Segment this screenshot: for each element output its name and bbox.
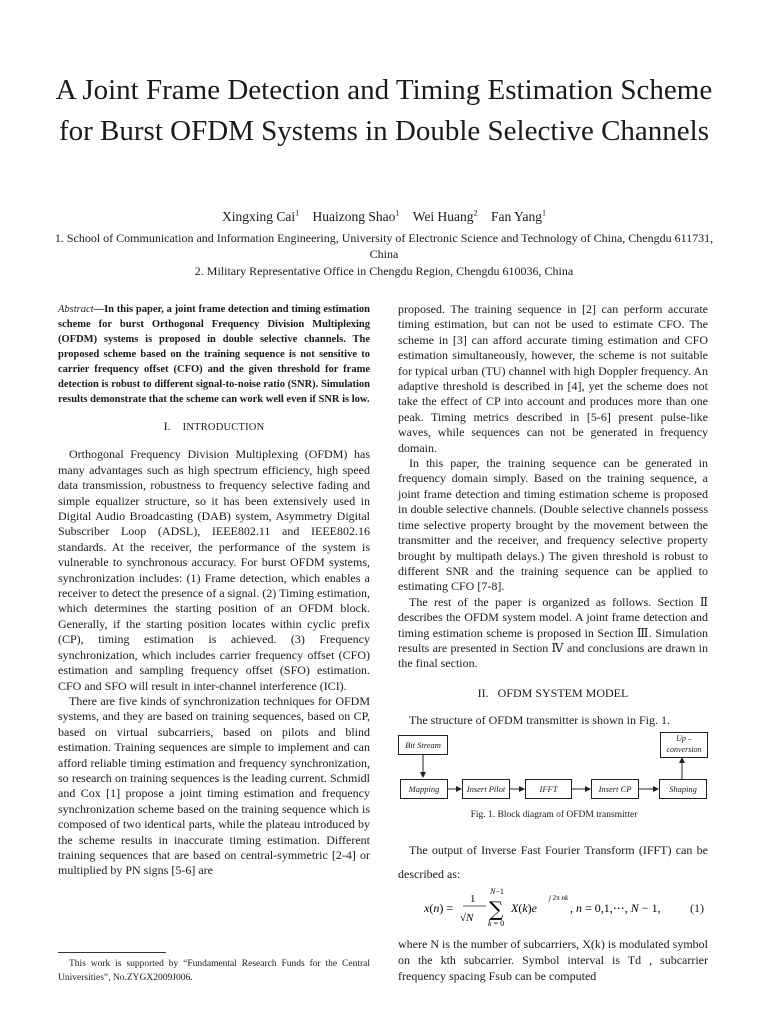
section-heading-intro: I. INTRODUCTION <box>163 419 265 433</box>
insert-pilot-block: Insert Pilot <box>462 779 510 799</box>
section-heading-model: II. OFDM SYSTEM MODEL <box>477 685 629 700</box>
paragraph: Orthogonal Frequency Division Multiplexing (OFDM) has many advantages such as high spectrum efficiency, high speed data transmission, robustness to frequency selective fading and simple equalizer structure, so it has been extensively used in Digital Audio Broadcasting (DAB) system, Asymmetry Digital Subscriber Loop (ADSL), IEEE802.11 and IEEE802.16 standards. At the receiver, the performance of the system is vulnerable to synchronous accuracy. For burst OFDM systems, synchronization includes: (1) Frame detection, which enables a receiver to detect the presence of a signal. (2) Timing estimation, which determines the starting position of an OFDM block. Generally, if the starting position locates within cyclic prefix (CP), timing estimation is achieved. (3) Frequency synchronization, which includes carrier frequency offset (CFO) estimation and sampling frequency offset (SFO) estimation. CFO and SFO will result in inter-channel interference (ICI). <box>58 447 370 693</box>
after-equation-paragraph: where N is the number of subcarriers, X(k) is modulated symbol on the kth subcarrier. Symbol interval is Td , subcarrier frequency spacing Fsub can be computed <box>398 937 708 983</box>
author: Wei Huang$^2$ <box>412 208 478 224</box>
equation-graphic <box>398 888 710 928</box>
mapping-block: Mapping <box>400 779 448 799</box>
svg-text:k = 0: k = 0 <box>488 919 505 928</box>
insert-cp-block: Insert CP <box>591 779 639 799</box>
author: Fan Yang$^1$ <box>490 208 546 224</box>
affiliation-2: 2. Military Representative Office in Chengdu Region, Chengdu 610036, China <box>194 264 574 278</box>
right-column <box>398 302 708 729</box>
author-list <box>40 208 728 225</box>
equation-1 <box>398 888 710 928</box>
svg-text:1: 1 <box>470 893 476 905</box>
svg-text:∑: ∑ <box>489 897 504 921</box>
paragraph: The structure of OFDM transmitter is shown in Fig. 1. <box>409 713 670 728</box>
paragraph: There are five kinds of synchronization techniques for OFDM systems, and they are based on training sequences, based on CP, based on virtual subcarriers, based on pilots and blind estimation. Training sequences are simple to implement and can afford reliable timing estimation and frequency synchronization, so research on training sequences is the leading current. Schmidl and Cox [1] propose a joint timing estimation and frequency synchronization scheme based on the training sequence which is composed of two identical parts, while the plateau introduced by the scheme results in inaccurate timing estimation. Different training sequences that are based on central-symmetric [2-4] or multiplied by PN signs [5-6] are <box>58 693 370 878</box>
shaping-block: Shaping <box>659 779 707 799</box>
abstract: Abstract—In this paper, a joint frame detection and timing estimation scheme for burst Orthogonal Frequency Division Multiplexing (OFDM) systems is proposed in double selective channels. The proposed scheme based on the training sequence is not sensitive to carrier frequency offset (CFO) and the given threshold for frame detection is robust to different signal-to-noise ratio (SNR). Simulation results demonstrate that the scheme can work well even if SNR is low. <box>58 304 370 405</box>
svg-text:√N: √N <box>460 912 474 924</box>
bit-stream-block: Bit Stream <box>398 735 448 755</box>
affiliation-1: 1. School of Communication and Information Engineering, University of Electronic Science and Technology of China, Chengdu 611731, China <box>54 231 714 261</box>
author: Xingxing Cai$^1$ <box>222 208 300 224</box>
paragraph: The rest of the paper is organized as follows. Section Ⅱ describes the OFDM system model. A joint frame detection and timing estimation scheme is proposed in Section Ⅲ. Simulation results are presented in Section Ⅳ and conclusions are drawn in the final section. <box>398 594 708 671</box>
svg-text:x(n) =: x(n) = <box>424 901 454 915</box>
left-column <box>58 302 370 879</box>
ifft-paragraph: The output of Inverse Fast Fourier Transform (IFFT) can be described as: <box>398 843 708 881</box>
up-conversion-block: Up – conversion <box>660 732 708 758</box>
figure-caption: Fig. 1. Block diagram of OFDM transmitter <box>470 810 638 820</box>
author: Huaizong Shao$^1$ <box>312 208 400 224</box>
svg-text:j 2π nk: j 2π nk <box>549 894 569 902</box>
paragraph: In this paper, the training sequence can be generated in frequency domain simply. Based on the training sequence, a joint frame detection and timing estimation scheme is proposed in double selective channels. (Double selective channels possess time selective property brought by the movement between the transmitter and the receiver, and frequency selective property brought by multipath delays.) The given threshold is robust to different SNR and the training sequence can be applied to estimating CFO [7-8]. <box>398 456 708 594</box>
block-diagram <box>398 730 710 810</box>
svg-text:, n = 0,1,⋯, N − 1,: , n = 0,1,⋯, N − 1, <box>570 901 661 915</box>
footnote: This work is supported by “Fundamental Research Funds for the Central Universities”, No.ZYGX2009J006. <box>58 959 370 983</box>
svg-text:X(k)e: X(k)e <box>511 901 537 915</box>
equation-number: (1) <box>690 901 704 915</box>
paper-title: A Joint Frame Detection and Timing Estimation Scheme for Burst OFDM Systems in Double Selective Channels <box>55 74 713 147</box>
paragraph: proposed. The training sequence in [2] can perform accurate timing estimation, but can not be used to estimate CFO. The scheme in [3] can afford accurate timing estimation and CFO estimation simultaneously, however, the scheme is not suitable for typical urban (TU) channel with high Doppler frequency. An adaptive threshold is described in [4], yet the scheme does not take the effect of CP into account and produces more than one peak. Timing metrics described in [5-6] present pulse-like waves, while sequences can not be generated in frequency domain. <box>398 302 708 455</box>
footnote-rule <box>58 952 166 953</box>
ifft-block: IFFT <box>525 779 572 799</box>
svg-text:N−1: N−1 <box>490 888 504 896</box>
